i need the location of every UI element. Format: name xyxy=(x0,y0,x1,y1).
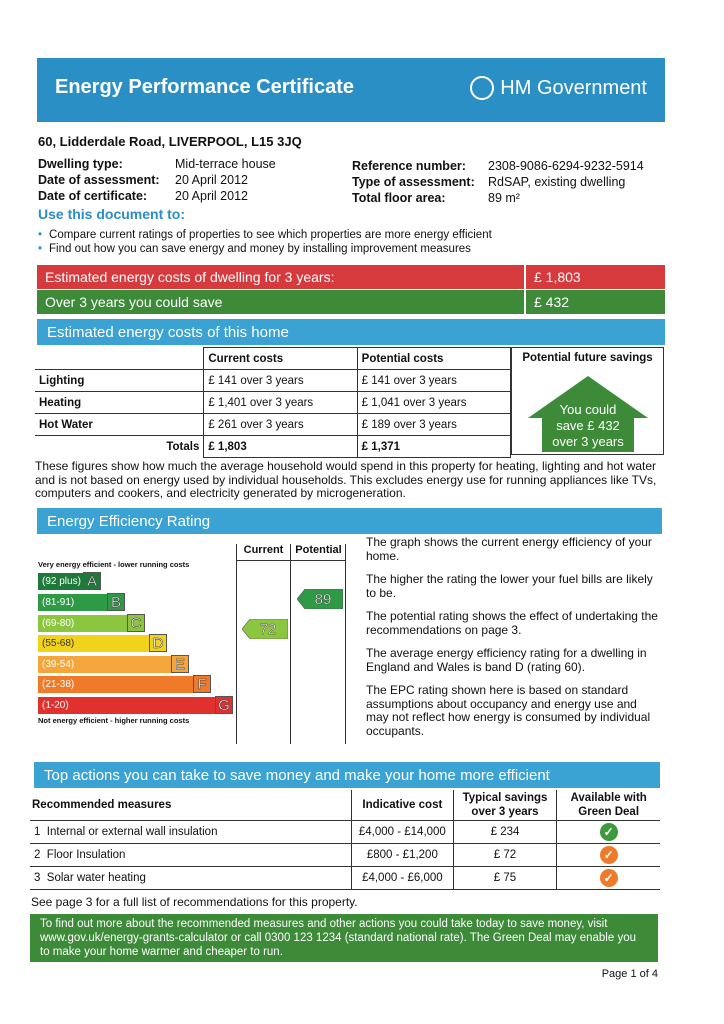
detail-value: 20 April 2012 xyxy=(175,189,248,203)
table-row xyxy=(30,821,660,844)
efficiency-paragraph: The graph shows the current energy efficiency of your home. xyxy=(366,535,652,563)
table-row xyxy=(30,844,660,867)
save-label: Over 3 years you could save xyxy=(45,294,223,310)
row-name: Lighting xyxy=(35,370,204,392)
measure-num: 2 xyxy=(34,849,41,861)
measure-name: Floor Insulation xyxy=(46,849,126,861)
band-c: (69-80) C xyxy=(38,615,144,632)
efficiency-paragraph: The higher the rating the lower your fuel bills are likely to be. xyxy=(366,572,653,600)
measure-saving: £ 234 xyxy=(453,821,557,844)
check-icon: ✓ xyxy=(600,846,618,864)
details-left xyxy=(38,156,276,204)
actions-heading: Top actions you can take to save money and make your home more efficient xyxy=(34,762,660,788)
efficiency-text xyxy=(366,536,662,738)
col-potential: Potential costs xyxy=(357,348,510,370)
col-cost: Indicative cost xyxy=(352,790,454,821)
house-line: You could xyxy=(559,402,617,417)
green-deal-footer: To find out more about the recommended measures and other actions you could take today to save money, visit www.gov.uk/energy-grants-calculator or call 0300 123 1234 (standard national rate). The Green Deal may enable you to make your home warmer and cheaper to run. xyxy=(30,914,658,962)
row-current: £ 1,401 over 3 years xyxy=(204,392,357,414)
band-g: (1-20) G xyxy=(38,697,232,714)
table-row xyxy=(35,370,511,392)
col-current-rating: Current xyxy=(236,544,291,561)
table-row xyxy=(30,867,660,890)
totals-row xyxy=(35,436,511,458)
detail-label: Total floor area: xyxy=(352,191,446,205)
col-current: Current costs xyxy=(204,348,357,370)
band-letter: A xyxy=(83,572,101,590)
efficiency-paragraph: The potential rating shows the effect of undertaking the recommendations on page 3. xyxy=(366,609,658,637)
band-letter: B xyxy=(107,593,125,611)
detail-label: Date of assessment: xyxy=(38,173,160,187)
detail-label: Type of assessment: xyxy=(352,175,475,189)
gov-logo xyxy=(470,76,647,100)
crest-icon xyxy=(470,76,494,100)
costs-table xyxy=(35,347,511,458)
costs-heading: Estimated energy costs of this home xyxy=(37,319,665,345)
col-typical-savings: Typical savings over 3 years xyxy=(453,790,557,821)
measure-name: Solar water heating xyxy=(46,872,146,884)
efficiency-top-note: Very energy efficient - lower running costs xyxy=(38,560,190,569)
save-value-box xyxy=(526,290,665,314)
detail-value: 89 m² xyxy=(488,191,520,205)
measures-table xyxy=(30,790,660,890)
col-measures: Recommended measures xyxy=(32,799,172,811)
use-bullet: • Find out how you can save energy and money by installing improvement measures xyxy=(38,242,492,256)
measure-cost: £4,000 - £6,000 xyxy=(352,867,454,890)
table-row xyxy=(35,414,511,436)
costs-note: These figures show how much the average household would spend in this property for heating, lighting and hot water and is not based on energy used by individual households. This excludes energy use for running appliances like TVs, computers and cookers, and electricity generated by microgeneration. xyxy=(35,459,657,500)
total-current: £ 1,803 xyxy=(204,436,357,458)
cost-value: £ 1,803 xyxy=(534,269,581,285)
totals-label: Totals xyxy=(166,440,200,453)
band-letter: E xyxy=(171,655,189,673)
measure-saving: £ 75 xyxy=(453,867,557,890)
detail-label: Date of certificate: xyxy=(38,189,148,203)
col-savings: Potential future savings xyxy=(522,352,653,364)
row-name: Hot Water xyxy=(35,414,204,436)
col-potential-rating: Potential xyxy=(291,544,346,561)
band-d: (55-68) D xyxy=(38,635,166,652)
band-letter: F xyxy=(193,675,211,693)
band-letter: D xyxy=(149,634,167,652)
measure-cost: £4,000 - £14,000 xyxy=(352,821,454,844)
check-icon: ✓ xyxy=(600,823,618,841)
cost-value-box xyxy=(526,265,665,289)
measure-cost: £800 - £1,200 xyxy=(352,844,454,867)
save-value: £ 432 xyxy=(534,294,570,310)
table-row xyxy=(35,392,511,414)
measure-num: 3 xyxy=(34,872,41,884)
measure-saving: £ 72 xyxy=(453,844,557,867)
cost-bar xyxy=(37,265,524,289)
row-name: Heating xyxy=(35,392,204,414)
see-page-note: See page 3 for a full list of recommendations for this property. xyxy=(31,895,358,909)
details-right xyxy=(352,158,644,206)
efficiency-paragraph: The EPC rating shown here is based on standard assumptions about occupancy and energy use and may not reflect how energy is consumed by individual occupants. xyxy=(366,683,651,738)
house-line: save £ 432 xyxy=(556,418,620,433)
detail-value: 2308-9086-6294-9232-5914 xyxy=(488,159,644,173)
detail-value: 20 April 2012 xyxy=(175,173,248,187)
efficiency-heading: Energy Efficiency Rating xyxy=(37,508,662,534)
row-current: £ 141 over 3 years xyxy=(204,370,357,392)
efficiency-bottom-note: Not energy efficient - higher running costs xyxy=(38,716,190,725)
band-b: (81-91) B xyxy=(38,594,124,611)
detail-value: RdSAP, existing dwelling xyxy=(488,175,626,189)
rating-grid xyxy=(236,544,346,744)
use-heading: Use this document to: xyxy=(38,206,186,222)
total-potential: £ 1,371 xyxy=(357,436,510,458)
detail-value: Mid-terrace house xyxy=(175,157,276,171)
row-potential: £ 189 over 3 years xyxy=(357,414,510,436)
band-letter: C xyxy=(127,614,145,632)
row-potential: £ 1,041 over 3 years xyxy=(357,392,510,414)
cost-label: Estimated energy costs of dwelling for 3 years: xyxy=(45,269,335,285)
band-f: (21-38) F xyxy=(38,676,210,693)
page-number: Page 1 of 4 xyxy=(601,968,658,980)
detail-label: Dwelling type: xyxy=(38,157,123,171)
detail-label: Reference number: xyxy=(352,159,466,173)
measure-name: Internal or external wall insulation xyxy=(46,826,218,838)
page-title: Energy Performance Certificate xyxy=(55,76,355,98)
col-green-deal: Available with Green Deal xyxy=(570,792,647,818)
efficiency-paragraph: The average energy efficiency rating for a dwelling in England and Wales is band D (rating 60). xyxy=(366,646,647,674)
band-e: (39-54) E xyxy=(38,656,188,673)
savings-box xyxy=(511,347,664,455)
band-a: (92 plus) A xyxy=(38,573,100,590)
current-rating-value: 72 xyxy=(259,620,277,638)
house-line: over 3 years xyxy=(552,434,624,449)
row-potential: £ 141 over 3 years xyxy=(357,370,510,392)
check-icon: ✓ xyxy=(600,869,618,887)
property-address: 60, Lidderdale Road, LIVERPOOL, L15 3JQ xyxy=(38,134,302,149)
band-letter: G xyxy=(215,696,233,714)
use-bullet: • Compare current ratings of properties to see which properties are more energy efficient xyxy=(38,228,492,242)
save-bar xyxy=(37,290,524,314)
measure-num: 1 xyxy=(34,826,41,838)
potential-rating-value: 89 xyxy=(314,590,332,608)
gov-label: HM Government xyxy=(500,76,647,99)
use-bullets xyxy=(38,228,492,256)
header-banner xyxy=(37,58,665,122)
row-current: £ 261 over 3 years xyxy=(204,414,357,436)
house-text xyxy=(526,402,650,450)
